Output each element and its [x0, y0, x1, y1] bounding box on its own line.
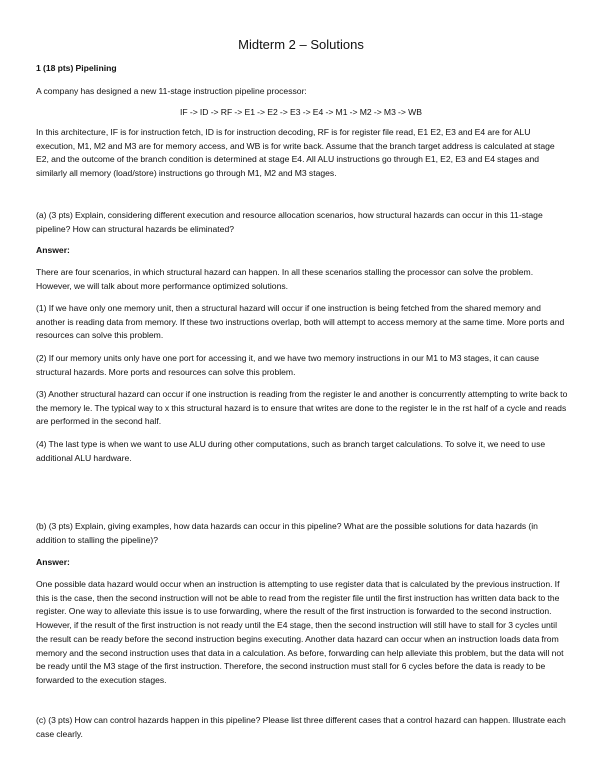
q1-intro: A company has designed a new 11-stage instruction pipeline processor:	[36, 86, 307, 96]
qa-paragraph-4: (4) The last type is when we want to use ALU during other computations, such as branch target calculations. To solve it, we need to use additional ALU hardware.	[36, 439, 546, 463]
qa-paragraph-0: There are four scenarios, in which structural hazard can happen. In all these scenarios stalling the processor can solve the problem. However, we will talk about more performance optimized solutions.	[36, 267, 534, 291]
qa-paragraph-2: (2) If our memory units only have one port for accessing it, and we have two memory instructions in our M1 to M3 stages, it can cause structural hazards. More ports and resources can solve this problem.	[36, 353, 540, 377]
q1-heading: 1 (18 pts) Pipelining	[36, 63, 117, 73]
qb-question: (b) (3 pts) Explain, giving examples, how data hazards can occur in this pipeline? What are the possible solutions for data hazards (in addition to stalling the pipeline)?	[36, 521, 538, 545]
pipeline-stages: IF -> ID -> RF -> E1 -> E2 -> E3 -> E4 -> M1 -> M2 -> M3 -> WB	[180, 107, 422, 117]
q1-description: In this architecture, IF is for instruction fetch, ID is for instruction decoding, RF is for register file read, E1 E2, E3 and E4 are for ALU execution, M1, M2 and M3 are for memory access, and WB is for write back. Assume that the branch target address is calculated at stage E2, and the outcome of the branch condition is determined at stage E4. All ALU instructions go through E1, E2, E3 and E4 stages and similarly all memory (load/store) instructions go through M1, M2 and M3 stages.	[36, 127, 555, 179]
qa-paragraph-1: (1) If we have only one memory unit, then a structural hazard will occur if one instruction is being fetched from the shared memory and another is reading data from memory. If these two instructions overlap, both will attempt to access memory at the same time. More ports and resources can solve this problem.	[36, 303, 565, 341]
qa-paragraph-3: (3) Another structural hazard can occur if one instruction is reading from the register le and another is concurrently attempting to write back to the memory le. The typical way to x this structural hazard is to ensure that writes are done to the register le in the rst half of a cycle and reads are performed in the second half.	[36, 389, 568, 427]
qb-answer-label: Answer:	[36, 557, 70, 567]
qa-question: (a) (3 pts) Explain, considering different execution and resource allocation scenarios, how structural hazards can occur in this 11-stage pipeline? How can structural hazards be eliminated?	[36, 210, 543, 234]
qb-paragraph-0: One possible data hazard would occur when an instruction is attempting to use register data that is calculated by the previous instruction. If this is the case, then the second instruction will not be able to read from the register file until the first instruction has written data back to the register. One way to alleviate this issue is to use forwarding, where the result of the first instruction is forwarded to the second instruction. However, if the result of the first instruction is not ready until the E4 stage, then the second instruction will still have to stall for 3 cycles until the result can be ready before the second instruction begins executing. Another data hazard can occur when an instruction loads data from memory and the second instruction uses that data in a calculation. As before, forwarding can help alleviate this problem, but the data will not be ready until the M3 stage of the first instruction. Therefore, the second instruction must stall for 6 cycles before the data is ready to be forwarded to the execution stages.	[36, 579, 564, 685]
qc-question: (c) (3 pts) How can control hazards happen in this pipeline? Please list three different cases that a control hazard can happen. Illustrate each case clearly.	[36, 715, 566, 739]
qa-answer-label: Answer:	[36, 245, 70, 255]
page-title: Midterm 2 – Solutions	[238, 37, 364, 52]
